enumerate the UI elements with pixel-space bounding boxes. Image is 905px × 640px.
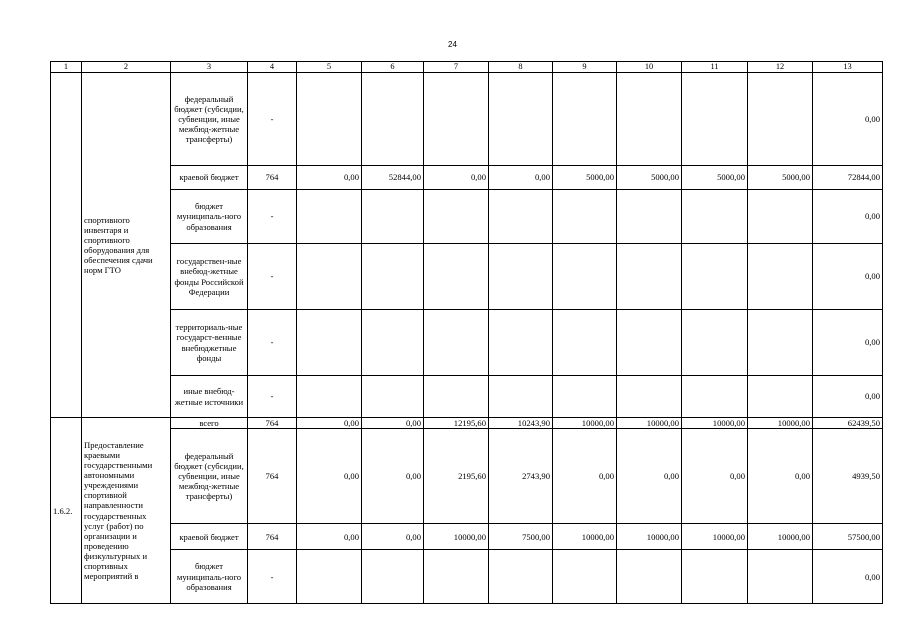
funding-source: иные внебюд-жетные источники: [171, 376, 248, 418]
budget-code: 764: [248, 524, 297, 550]
value-cell: [553, 376, 617, 418]
total-cell: 0,00: [813, 310, 883, 376]
block1-row: [51, 376, 883, 418]
value-cell: 10000,00: [748, 524, 813, 550]
value-cell: [617, 550, 682, 604]
value-cell: 0,00: [362, 524, 424, 550]
total-cell: 72844,00: [813, 166, 883, 190]
header-cell-5: 5: [297, 62, 362, 73]
header-cell-10: 10: [617, 62, 682, 73]
value-cell: [617, 190, 682, 244]
value-cell: 10000,00: [553, 418, 617, 429]
value-cell: 10000,00: [682, 524, 748, 550]
value-cell: 10000,00: [617, 418, 682, 429]
total-cell: 0,00: [813, 376, 883, 418]
value-cell: [297, 310, 362, 376]
total-cell: 4939,50: [813, 429, 883, 524]
value-cell: 0,00: [424, 166, 489, 190]
total-cell: 57500,00: [813, 524, 883, 550]
value-cell: [682, 73, 748, 166]
value-cell: [489, 73, 553, 166]
total-cell: 0,00: [813, 73, 883, 166]
funding-source: краевой бюджет: [171, 524, 248, 550]
value-cell: [489, 550, 553, 604]
value-cell: [489, 376, 553, 418]
value-cell: [617, 73, 682, 166]
block1-row: [51, 244, 883, 310]
value-cell: [682, 190, 748, 244]
value-cell: [424, 550, 489, 604]
value-cell: [553, 190, 617, 244]
value-cell: 0,00: [362, 429, 424, 524]
block1-row: [51, 166, 883, 190]
value-cell: 5000,00: [617, 166, 682, 190]
value-cell: [748, 190, 813, 244]
block2-row: [51, 524, 883, 550]
value-cell: 10243,90: [489, 418, 553, 429]
value-cell: 10000,00: [682, 418, 748, 429]
value-cell: 0,00: [682, 429, 748, 524]
value-cell: [553, 310, 617, 376]
value-cell: 10000,00: [553, 524, 617, 550]
page-number: 24: [448, 40, 457, 49]
value-cell: 0,00: [297, 166, 362, 190]
budget-code: -: [248, 376, 297, 418]
budget-code: -: [248, 244, 297, 310]
funding-source: бюджет муниципаль-ного образования: [171, 550, 248, 604]
header-cell-9: 9: [553, 62, 617, 73]
value-cell: [362, 550, 424, 604]
block1-name: спортивного инвентаря и спортивного оборудования для обеспечения сдачи норм ГТО: [82, 73, 171, 418]
value-cell: [297, 73, 362, 166]
funding-source: государствен-ные внебюд-жетные фонды Российской Федерации: [171, 244, 248, 310]
value-cell: 2743,90: [489, 429, 553, 524]
budget-code: -: [248, 190, 297, 244]
value-cell: 2195,60: [424, 429, 489, 524]
value-cell: [682, 310, 748, 376]
value-cell: [424, 73, 489, 166]
block2-row: [51, 418, 883, 429]
value-cell: [682, 244, 748, 310]
value-cell: 5000,00: [748, 166, 813, 190]
value-cell: [424, 244, 489, 310]
value-cell: [362, 244, 424, 310]
value-cell: 0,00: [297, 524, 362, 550]
header-cell-8: 8: [489, 62, 553, 73]
header-cell-6: 6: [362, 62, 424, 73]
value-cell: [617, 376, 682, 418]
funding-source: краевой бюджет: [171, 166, 248, 190]
value-cell: [617, 244, 682, 310]
value-cell: 0,00: [297, 418, 362, 429]
value-cell: [682, 550, 748, 604]
header-cell-12: 12: [748, 62, 813, 73]
funding-source: федеральный бюджет (субсидии, субвенции, иные межбюд-жетные трансферты): [171, 429, 248, 524]
value-cell: [748, 73, 813, 166]
value-cell: [362, 376, 424, 418]
block1-row: [51, 190, 883, 244]
value-cell: 0,00: [553, 429, 617, 524]
value-cell: 0,00: [297, 429, 362, 524]
value-cell: 0,00: [617, 429, 682, 524]
value-cell: [748, 244, 813, 310]
value-cell: 52844,00: [362, 166, 424, 190]
value-cell: [297, 190, 362, 244]
funding-source: федеральный бюджет (субсидии, субвенции, иные межбюд-жетные трансферты): [171, 73, 248, 166]
table-body: [51, 62, 883, 604]
total-cell: 0,00: [813, 550, 883, 604]
block2-row: [51, 550, 883, 604]
block1-number: [51, 73, 82, 418]
total-cell: 62439,50: [813, 418, 883, 429]
budget-code: -: [248, 550, 297, 604]
total-cell: 0,00: [813, 244, 883, 310]
block2-row: [51, 429, 883, 524]
budget-code: 764: [248, 166, 297, 190]
value-cell: 10000,00: [748, 418, 813, 429]
value-cell: [489, 190, 553, 244]
value-cell: [748, 550, 813, 604]
header-cell-11: 11: [682, 62, 748, 73]
value-cell: 10000,00: [617, 524, 682, 550]
value-cell: 12195,60: [424, 418, 489, 429]
value-cell: 0,00: [748, 429, 813, 524]
value-cell: 7500,00: [489, 524, 553, 550]
header-cell-2: 2: [82, 62, 171, 73]
value-cell: [617, 310, 682, 376]
total-cell: 0,00: [813, 190, 883, 244]
block2-number: 1.6.2.: [51, 418, 82, 604]
budget-code: 764: [248, 429, 297, 524]
header-cell-7: 7: [424, 62, 489, 73]
value-cell: [553, 244, 617, 310]
budget-code: -: [248, 310, 297, 376]
value-cell: [553, 550, 617, 604]
budget-code: 764: [248, 418, 297, 429]
value-cell: [362, 73, 424, 166]
value-cell: [489, 244, 553, 310]
value-cell: 0,00: [489, 166, 553, 190]
funding-source: территориаль-ные государст-венные внебюджетные фонды: [171, 310, 248, 376]
value-cell: [489, 310, 553, 376]
block1-row: [51, 310, 883, 376]
value-cell: [424, 310, 489, 376]
value-cell: [748, 376, 813, 418]
value-cell: [424, 190, 489, 244]
value-cell: [297, 550, 362, 604]
header-cell-1: 1: [51, 62, 82, 73]
value-cell: [362, 310, 424, 376]
funding-source: всего: [171, 418, 248, 429]
value-cell: [553, 73, 617, 166]
header-cell-13: 13: [813, 62, 883, 73]
header-row: [51, 62, 883, 73]
value-cell: 10000,00: [424, 524, 489, 550]
header-cell-4: 4: [248, 62, 297, 73]
value-cell: 5000,00: [553, 166, 617, 190]
budget-code: -: [248, 73, 297, 166]
value-cell: 5000,00: [682, 166, 748, 190]
funding-source: бюджет муниципаль-ного образования: [171, 190, 248, 244]
value-cell: [682, 376, 748, 418]
value-cell: [362, 190, 424, 244]
budget-table: [50, 61, 883, 604]
value-cell: [297, 244, 362, 310]
block1-row: [51, 73, 883, 166]
value-cell: [748, 310, 813, 376]
value-cell: [297, 376, 362, 418]
value-cell: 0,00: [362, 418, 424, 429]
value-cell: [424, 376, 489, 418]
header-cell-3: 3: [171, 62, 248, 73]
block2-name: Предоставление краевыми государственными автономными учреждениями спортивной направленности государственных услуг (работ) по организации и проведению физкультурных и спортивных мероприятий в: [82, 418, 171, 604]
